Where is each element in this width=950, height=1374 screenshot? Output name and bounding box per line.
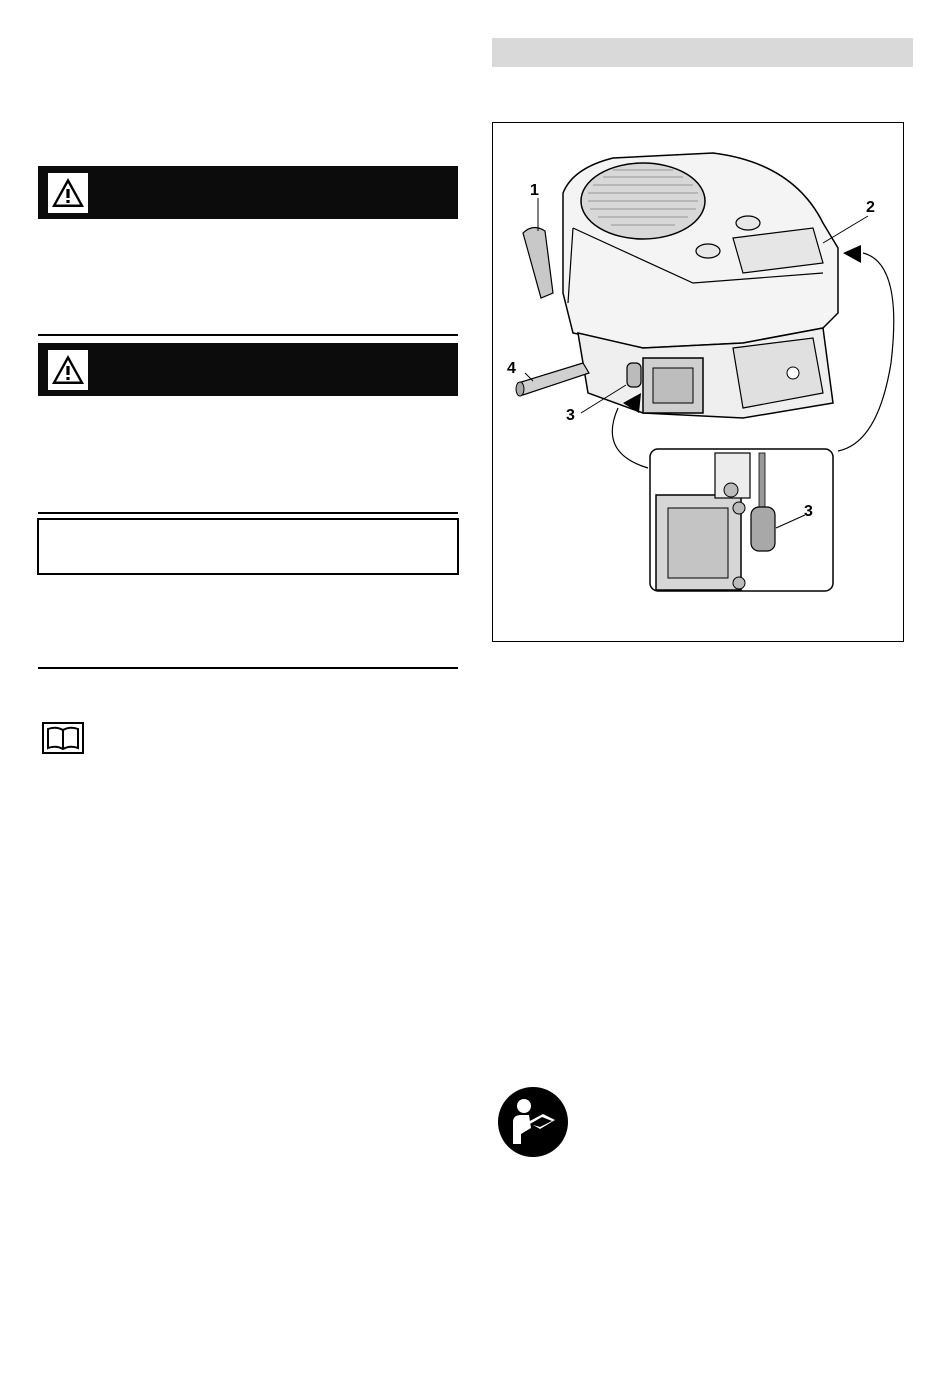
engine-illustration bbox=[493, 123, 903, 641]
warning-bar-2 bbox=[38, 343, 458, 396]
read-manual-pictogram-icon bbox=[497, 1086, 569, 1158]
warning-triangle-icon bbox=[48, 173, 88, 213]
callout-3: 3 bbox=[566, 407, 575, 424]
section-divider bbox=[38, 512, 458, 514]
section-header-band bbox=[492, 38, 913, 67]
warning-triangle-icon bbox=[48, 350, 88, 390]
callout-4: 4 bbox=[507, 360, 516, 377]
warning-bar-1 bbox=[38, 166, 458, 219]
section-divider bbox=[38, 334, 458, 336]
engine-figure bbox=[492, 122, 904, 642]
callout-3-inset: 3 bbox=[804, 503, 813, 520]
open-book-icon bbox=[42, 722, 84, 754]
callout-1: 1 bbox=[530, 182, 539, 199]
callout-2: 2 bbox=[866, 199, 875, 216]
section-divider bbox=[38, 667, 458, 669]
notice-box bbox=[37, 518, 459, 575]
